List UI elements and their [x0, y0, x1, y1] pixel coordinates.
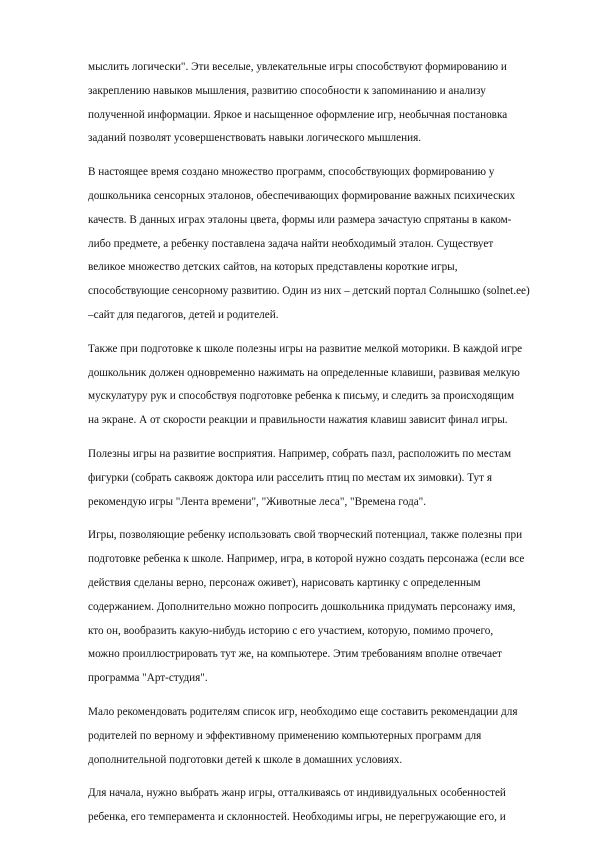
text-line: Также при подготовке к школе полезны игры на развитие мелкой моторики. В каждой игре	[88, 342, 523, 355]
paragraph-motor-skills	[88, 338, 536, 433]
text-line: способствующие сенсорному развитию. Один из них – детский портал Солнышко (solnet.ee)	[88, 285, 530, 298]
paragraph-perception-games	[88, 443, 536, 514]
text-line: Для начала, нужно выбрать жанр игры, отталкиваясь от индивидуальных особенностей	[88, 787, 506, 800]
text-line: Полезны игры на развитие восприятия. Например, собрать пазл, расположить по местам	[88, 447, 512, 460]
text-line: заданий позволят усовершенствовать навыки логического мышления.	[88, 132, 422, 145]
text-line: дополнительной подготовки детей к школе в домашних условиях.	[88, 753, 403, 766]
text-line: либо предмете, а ребенку поставлена задача найти необходимый эталон. Существует	[88, 237, 494, 250]
text-line: –сайт для педагогов, детей и родителей.	[88, 308, 279, 321]
text-line: кто он, вообразить какую-нибудь историю с его участием, которую, помимо прочего,	[88, 624, 494, 637]
text-line: содержанием. Дополнительно можно попросить дошкольника придумать персонажу имя,	[88, 600, 516, 613]
paragraph-parent-recommendations	[88, 701, 536, 772]
paragraph-sensory-programs	[88, 161, 536, 328]
text-line: подготовке ребенка к школе. Например, игра, в которой нужно создать персонажа (если все	[88, 553, 525, 566]
text-line: закреплению навыков мышления, развитию способности к запоминанию и анализу	[88, 84, 486, 97]
text-line: программа "Арт-студия".	[88, 672, 208, 685]
paragraph-choosing-genre	[88, 782, 536, 830]
text-line: Игры, позволяющие ребенку использовать свой творческий потенциал, также полезны при	[88, 529, 523, 542]
text-line: на экране. А от скорости реакции и правильности нажатия клавиш зависит финал игры.	[88, 414, 508, 427]
text-line: можно проиллюстрировать тут же, на компьютере. Этим требованиям вполне отвечает	[88, 648, 502, 661]
text-line: великое множество детских сайтов, на которых представлены короткие игры,	[88, 261, 458, 274]
text-line: мыслить логически". Эти веселые, увлекательные игры способствуют формированию и	[88, 61, 507, 73]
text-line: родителей по верному и эффективному применению компьютерных программ для	[88, 729, 482, 742]
document-body	[88, 56, 536, 840]
text-line: фигурки (собрать саквояж доктора или расселить птиц по местам их зимовки). Тут я	[88, 471, 492, 484]
text-line: качеств. В данных играх эталоны цвета, формы или размера зачастую спрятаны в каком-	[88, 213, 512, 226]
text-line: полученной информации. Яркое и насыщенное оформление игр, необычная постановка	[88, 108, 508, 121]
text-line: В настоящее время создано множество программ, способствующих формированию у	[88, 166, 495, 179]
paragraph-creative-games	[88, 524, 536, 691]
text-line: ребенка, его темперамента и склонностей. Необходимы игры, не перегружающие его, и	[88, 811, 506, 824]
text-line: дошкольника сенсорных эталонов, обеспечивающих формирование важных психических	[88, 189, 516, 202]
text-line: действия сделаны верно, персонаж оживет), нарисовать картинку с определенным	[88, 576, 481, 589]
text-line: Мало рекомендовать родителям список игр, необходимо еще составить рекомендации для	[88, 705, 518, 718]
text-line: рекомендую игры "Лента времени", "Животные леса", "Времена года".	[88, 495, 427, 508]
text-line: дошкольник должен одновременно нажимать на определенные клавиши, развивая мелкую	[88, 366, 520, 379]
paragraph-logic-games	[88, 56, 536, 151]
text-line: мускулатуру рук и способствуя подготовке ребенка к письму, и следить за происходящим	[88, 390, 515, 403]
